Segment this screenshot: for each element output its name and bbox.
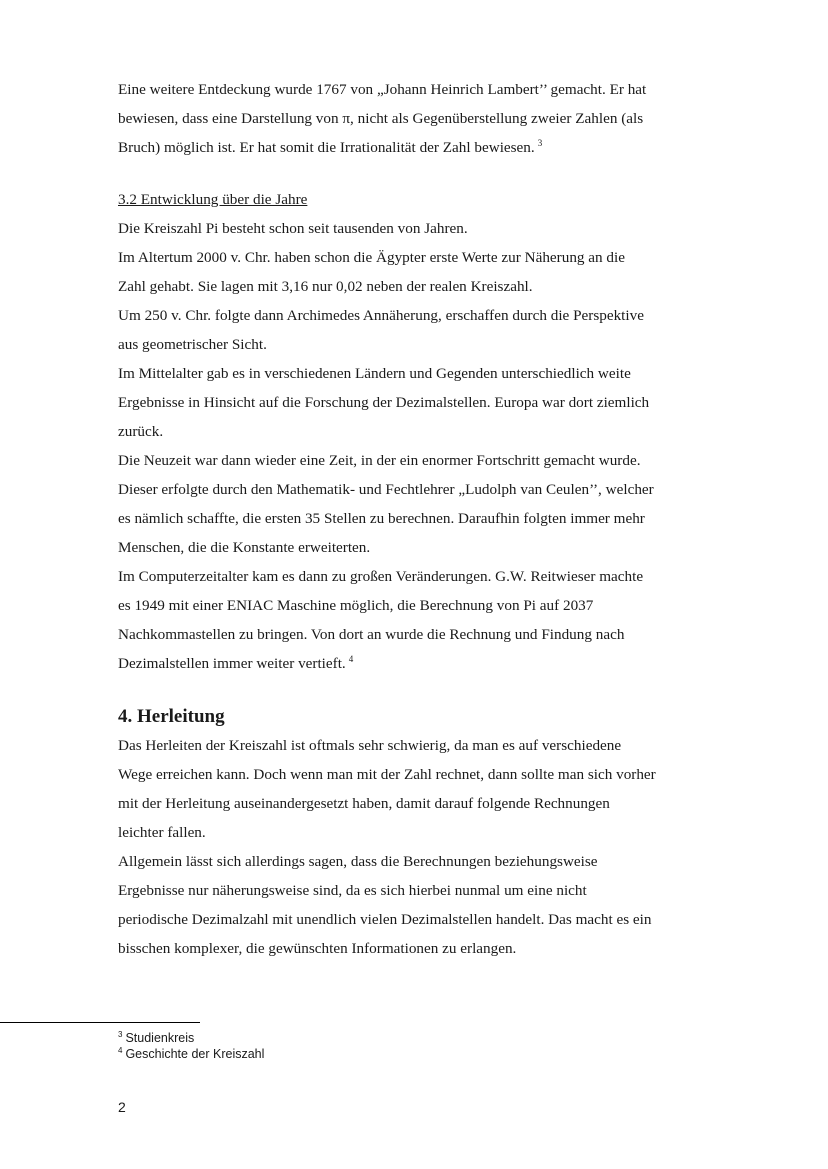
text-line: aus geometrischer Sicht. — [118, 336, 267, 353]
text-line: bisschen komplexer, die gewünschten Informationen zu erlangen. — [118, 940, 517, 957]
text-line: Um 250 v. Chr. folgte dann Archimedes Annäherung, erschaffen durch die Perspektive — [118, 307, 644, 324]
page-number: 2 — [118, 1099, 126, 1115]
footnote-ref[interactable]: 3 — [537, 137, 543, 148]
text-line: leichter fallen. — [118, 824, 206, 841]
text-line: es nämlich schaffte, die ersten 35 Stellen zu berechnen. Daraufhin folgten immer mehr — [118, 510, 645, 527]
text-line: Menschen, die die Konstante erweiterten. — [118, 539, 371, 556]
footnote-number: 4 — [118, 1045, 123, 1055]
text-line: periodische Dezimalzahl mit unendlich vielen Dezimalstellen handelt. Das macht es ein — [118, 911, 652, 928]
text-line: Ergebnisse in Hinsicht auf die Forschung der Dezimalstellen. Europa war dort ziemlich — [118, 394, 650, 411]
footnote-text: Geschichte der Kreiszahl — [125, 1047, 265, 1061]
text-line: Die Neuzeit war dann wieder eine Zeit, in der ein enormer Fortschritt gemacht wurde. — [118, 452, 641, 469]
text-line: Allgemein lässt sich allerdings sagen, dass die Berechnungen beziehungsweise — [118, 853, 598, 870]
text-line: Ergebnisse nur näherungsweise sind, da es sich hierbei nunmal um eine nicht — [118, 882, 587, 899]
text-line: Dezimalstellen immer weiter vertieft. $^4$ — [118, 653, 354, 672]
text-line: Im Altertum 2000 v. Chr. haben schon die Ägypter erste Werte zur Näherung an die — [118, 249, 625, 266]
chapter-4 — [118, 702, 713, 963]
section-3-2 — [118, 185, 713, 678]
text-line: Eine weitere Entdeckung wurde 1767 von „Johann Heinrich Lambert’’ gemacht. Er hat — [118, 81, 647, 98]
footnote-divider — [0, 1022, 200, 1023]
chapter-heading: 4. Herleitung — [118, 706, 225, 727]
text-line: bewiesen, dass eine Darstellung von π, nicht als Gegenüberstellung zweier Zahlen (als — [118, 110, 644, 127]
text-line: es 1949 mit einer ENIAC Maschine möglich, die Berechnung von Pi auf 2037 — [118, 597, 594, 614]
footnote-number: 3 — [118, 1029, 123, 1039]
text-line: mit der Herleitung auseinandergesetzt haben, damit darauf folgende Rechnungen — [118, 795, 610, 812]
text-line: Im Mittelalter gab es in verschiedenen Ländern und Gegenden unterschiedlich weite — [118, 365, 631, 382]
section-heading: 3.2 Entwicklung über die Jahre — [118, 191, 308, 208]
footnotes — [118, 1030, 264, 1062]
text-line: Zahl gehabt. Sie lagen mit 3,16 nur 0,02 neben der realen Kreiszahl. — [118, 278, 533, 295]
text-line: Bruch) möglich ist. Er hat somit die Irrationalität der Zahl bewiesen. $^3$ — [118, 137, 543, 156]
footnote-item — [118, 1046, 264, 1062]
text-line: zurück. — [118, 423, 164, 440]
intro-paragraph — [118, 75, 713, 162]
page-body — [118, 75, 713, 963]
text-line: Dieser erfolgte durch den Mathematik- und Fechtlehrer „Ludolph van Ceulen’’, welcher — [118, 481, 654, 498]
text-line: Im Computerzeitalter kam es dann zu großen Veränderungen. G.W. Reitwieser machte — [118, 568, 644, 585]
text-line: Nachkommastellen zu bringen. Von dort an wurde die Rechnung und Findung nach — [118, 626, 625, 643]
text-line: Das Herleiten der Kreiszahl ist oftmals sehr schwierig, da man es auf verschiedene — [118, 737, 622, 754]
text-line: Wege erreichen kann. Doch wenn man mit der Zahl rechnet, dann sollte man sich vorher — [118, 766, 656, 783]
footnote-text: Studienkreis — [125, 1031, 195, 1045]
text-line: Die Kreiszahl Pi besteht schon seit tausenden von Jahren. — [118, 220, 468, 237]
footnote-ref[interactable]: 4 — [348, 653, 354, 664]
footnote-item — [118, 1030, 264, 1046]
